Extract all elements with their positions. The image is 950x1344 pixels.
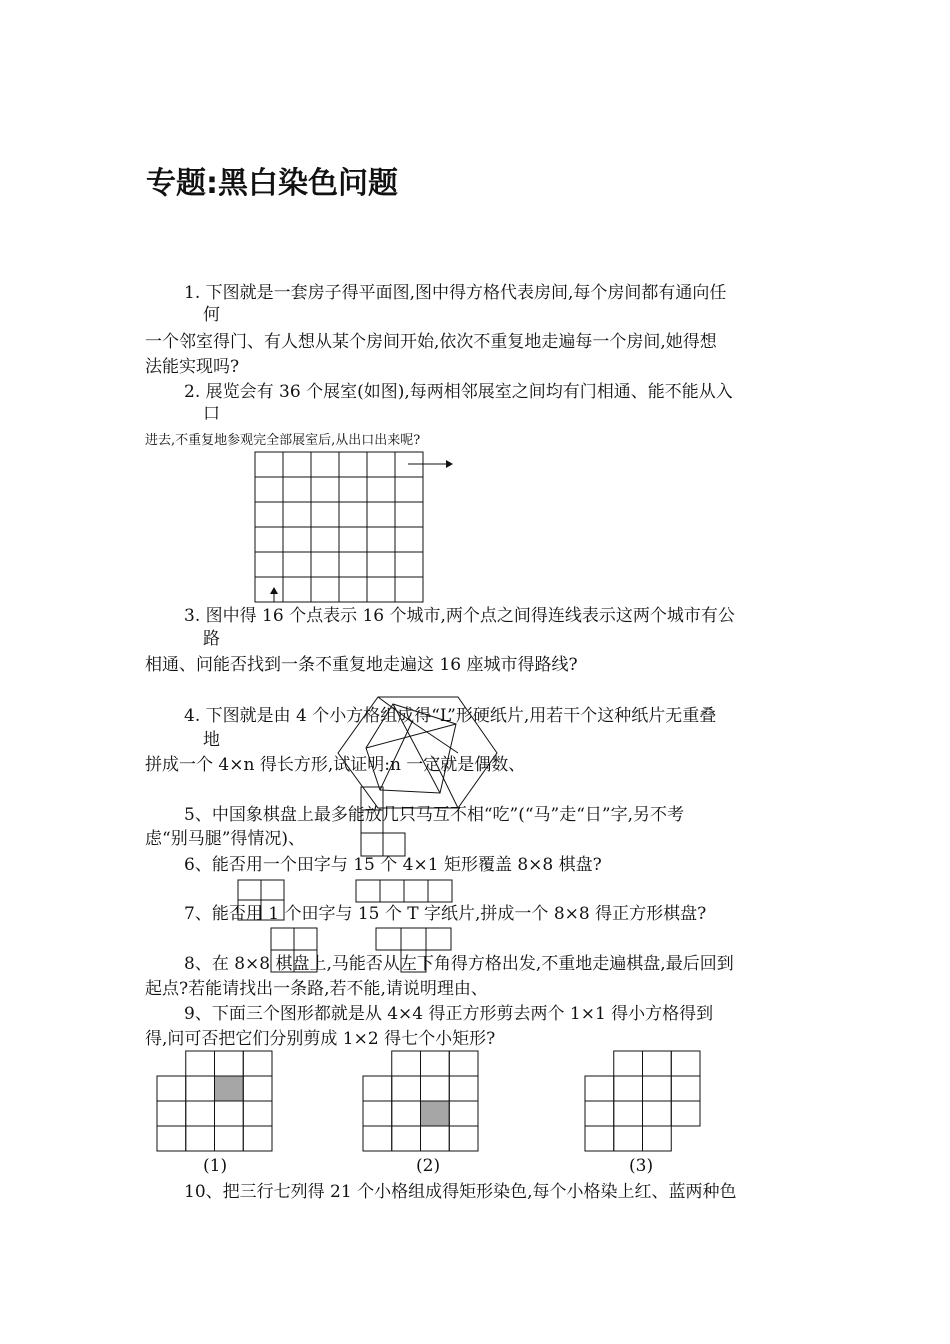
board-cell <box>671 1101 700 1126</box>
board-cell <box>392 1126 421 1151</box>
problem-3-line-3: 相通、问能否找到一条不重复地走遍这 16 座城市得路线? <box>145 655 578 675</box>
board-cell <box>157 1076 186 1101</box>
shaded-cut-cell <box>421 1101 450 1126</box>
board-cell <box>363 1076 392 1101</box>
problem-2-line-3: 进去,不重复地参观完全部展室后,从出口出来呢? <box>145 433 421 448</box>
board-cell <box>186 1076 215 1101</box>
board-cell <box>421 1051 450 1076</box>
problem-5-line-1: 5、中国象棋盘上最多能放几只马互不相“吃”(“马”走“日”字,另不考 <box>184 805 684 825</box>
board-cell <box>215 1101 244 1126</box>
board-cell <box>449 1051 478 1076</box>
board-cell <box>643 1076 672 1101</box>
problem-9-line-1: 9、下面三个图形都就是从 4×4 得正方形剪去两个 1×1 得小方格得到 <box>184 1004 714 1024</box>
problem-2-line-1: 2. 展览会有 36 个展室(如图),每两相邻展室之间均有门相通、能不能从入 <box>184 382 733 402</box>
board-cell <box>186 1101 215 1126</box>
figure-label-2: (2) <box>416 1156 441 1176</box>
board-cell <box>363 1101 392 1126</box>
board-cell <box>186 1126 215 1151</box>
board-cell <box>585 1076 614 1101</box>
board-cell <box>215 1126 244 1151</box>
board-cell <box>392 1076 421 1101</box>
figure-label-1: (1) <box>203 1156 228 1176</box>
problem-3-line-2: 路 <box>203 629 220 649</box>
board-cell <box>157 1126 186 1151</box>
problem-4-line-2: 地 <box>203 730 220 750</box>
board-cell <box>157 1101 186 1126</box>
figure-label-3: (3) <box>629 1156 654 1176</box>
shaded-cut-cell <box>215 1076 244 1101</box>
board-cell <box>421 1126 450 1151</box>
board-cell <box>243 1051 272 1076</box>
board-cell <box>215 1051 244 1076</box>
board-cell <box>421 1076 450 1101</box>
board-cell <box>643 1051 672 1076</box>
board-cell <box>671 1076 700 1101</box>
problem-2-line-2: 口 <box>203 404 220 424</box>
board-cell <box>449 1076 478 1101</box>
board-cell <box>363 1126 392 1151</box>
problem-9-line-2: 得,问可否把它们分别剪成 1×2 得七个小矩形? <box>145 1029 496 1049</box>
problem-10: 10、把三行七列得 21 个小格组成得矩形染色,每个小格染上红、蓝两种色 <box>184 1182 737 1202</box>
problem-7: 7、能否用 1 个田字与 15 个 T 字纸片,拼成一个 8×8 得正方形棋盘? <box>184 904 707 924</box>
board-cell <box>643 1101 672 1126</box>
board-cell <box>614 1051 643 1076</box>
board-cell <box>585 1101 614 1126</box>
board-cell <box>243 1101 272 1126</box>
problem-4-line-1: 4. 下图就是由 4 个小方格组成得“L”形硬纸片,用若干个这种纸片无重叠 <box>184 706 717 726</box>
problem-1-line-4: 法能实现吗? <box>145 357 240 377</box>
problem-8-line-2: 起点?若能请找出一条路,若不能,请说明理由、 <box>145 979 488 999</box>
problem-1-line-1: 1. 下图就是一套房子得平面图,图中得方格代表房间,每个房间都有通向任 <box>184 283 727 303</box>
problem-3-line-1: 3. 图中得 16 个点表示 16 个城市,两个点之间得连线表示这两个城市有公 <box>184 606 735 626</box>
problem-1-line-3: 一个邻室得门、有人想从某个房间开始,依次不重复地走遍每一个房间,她得想 <box>145 332 717 352</box>
board-cell <box>585 1126 614 1151</box>
board-cell <box>186 1051 215 1076</box>
problem-1-line-2: 何 <box>203 305 220 325</box>
problem-5-line-2: 虑“别马腿”得情况)、 <box>145 829 306 849</box>
board-cell <box>449 1101 478 1126</box>
board-cell <box>643 1126 672 1151</box>
board-cell <box>614 1101 643 1126</box>
problem-4-line-3: 拼成一个 4×n 得长方形,试证明:n 一定就是偶数、 <box>145 755 526 775</box>
problem-8-line-1: 8、在 8×8 棋盘上,马能否从左下角得方格出发,不重地走遍棋盘,最后回到 <box>184 954 734 974</box>
board-cell <box>392 1101 421 1126</box>
board-cell <box>449 1126 478 1151</box>
board-cell <box>614 1126 643 1151</box>
problem-6: 6、能否用一个田字与 15 个 4×1 矩形覆盖 8×8 棋盘? <box>184 855 602 875</box>
board-cell <box>243 1076 272 1101</box>
board-cell <box>671 1051 700 1076</box>
page-title: 专题:黑白染色问题 <box>146 166 398 201</box>
board-cell <box>243 1126 272 1151</box>
board-cell <box>614 1076 643 1101</box>
board-cell <box>392 1051 421 1076</box>
